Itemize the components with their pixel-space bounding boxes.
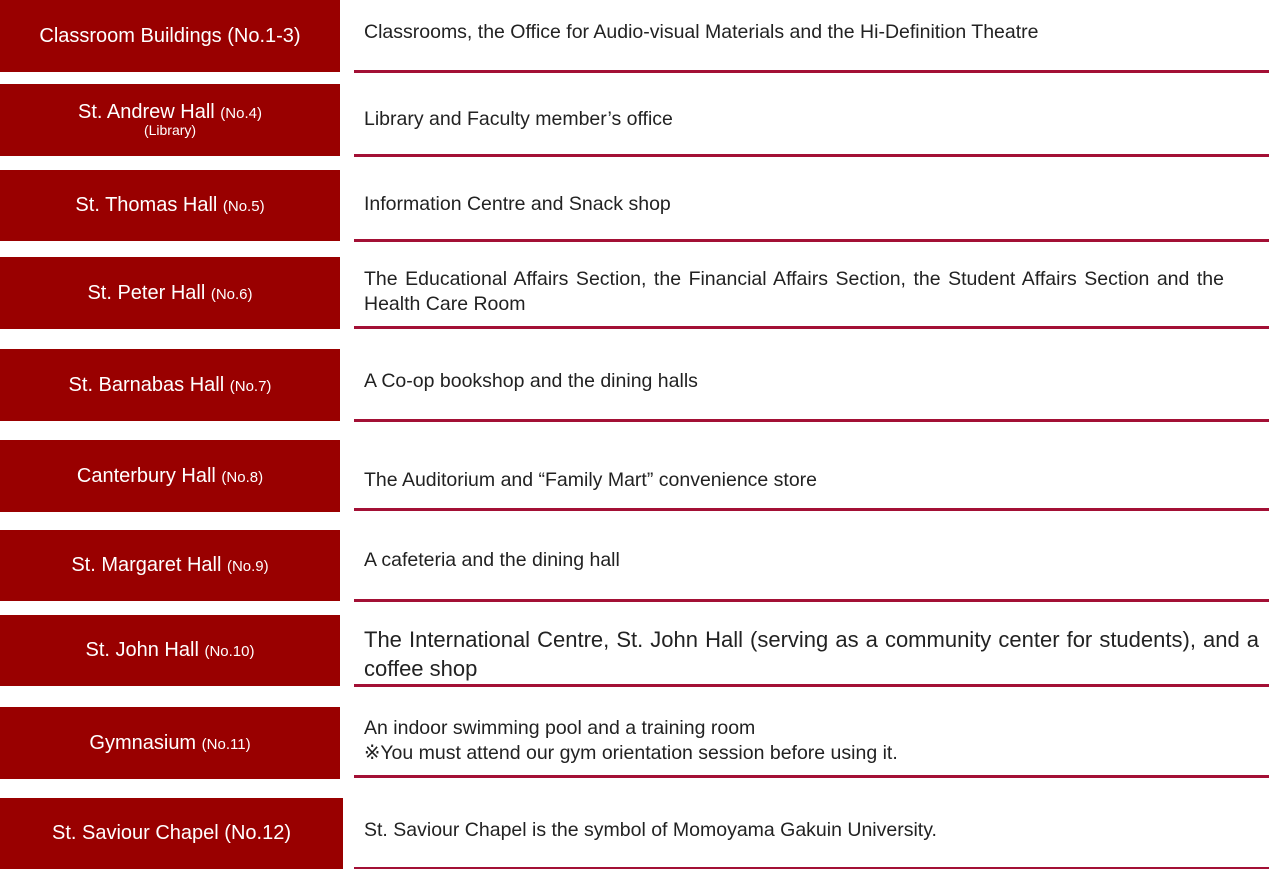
building-label	[0, 707, 340, 779]
building-number: (No.9)	[226, 558, 269, 575]
building-description	[364, 107, 1224, 132]
building-description	[364, 548, 1224, 573]
building-description	[364, 192, 1224, 217]
building-label	[0, 84, 340, 156]
building-description	[364, 625, 1259, 683]
row-divider	[354, 684, 1269, 687]
description-line: The International Centre, St. John Hall (serving as a community center for students), and a coffee shop	[364, 627, 1259, 681]
building-number: (No.11)	[201, 735, 251, 753]
row-divider	[354, 154, 1269, 157]
description-line: A cafeteria and the dining hall	[364, 549, 620, 571]
building-description	[364, 369, 1224, 394]
description-line: An indoor swimming pool and a training room	[364, 717, 756, 739]
row-divider	[354, 599, 1269, 602]
row-divider	[354, 419, 1269, 422]
building-label	[0, 0, 340, 72]
building-note: (Library)	[143, 122, 197, 139]
building-label	[0, 257, 340, 329]
row-divider	[354, 775, 1269, 778]
description-line: A Co-op bookshop and the dining halls	[364, 370, 698, 392]
building-description	[364, 20, 1224, 45]
building-name: St. Peter Hall (No.6)	[87, 281, 253, 304]
description-line: St. Saviour Chapel is the symbol of Momoyama Gakuin University.	[364, 819, 937, 841]
description-note-line: ※You must attend our gym orientation session before using it.	[364, 742, 898, 764]
building-number: (No.5)	[222, 198, 265, 215]
building-description	[364, 468, 1224, 493]
row-divider	[354, 239, 1269, 242]
description-line: Classrooms, the Office for Audio-visual Materials and the Hi-Definition Theatre	[364, 21, 1039, 43]
building-name: St. Andrew Hall (No.4)	[78, 101, 262, 124]
building-name: St. Margaret Hall (No.9)	[71, 554, 269, 576]
building-number: (No.8)	[221, 468, 264, 486]
building-name: St. John Hall (No.10)	[85, 639, 255, 661]
row-divider	[354, 508, 1269, 511]
building-number: (No.10)	[204, 643, 255, 660]
building-number: (No.7)	[229, 377, 272, 395]
building-name: St. Saviour Chapel (No.12)	[51, 822, 291, 844]
building-label	[0, 440, 340, 512]
description-line: Information Centre and Snack shop	[364, 193, 671, 215]
building-name: St. Thomas Hall (No.5)	[75, 194, 265, 216]
row-divider	[354, 70, 1269, 73]
building-description	[364, 267, 1224, 317]
building-number: (No.6)	[210, 285, 253, 303]
description-line: The Auditorium and “Family Mart” convenience store	[364, 469, 818, 491]
building-label	[0, 349, 340, 421]
building-name: Gymnasium (No.11)	[89, 731, 251, 754]
building-label	[0, 615, 340, 686]
building-name: Classroom Buildings (No.1-3)	[39, 24, 301, 47]
building-name: Canterbury Hall (No.8)	[76, 464, 264, 487]
building-description	[364, 818, 1224, 843]
building-label	[0, 530, 340, 601]
row-divider	[354, 326, 1269, 329]
description-line: The Educational Affairs Section, the Financial Affairs Section, the Student Affairs Section and the Health Care Room	[364, 268, 1224, 315]
building-name: St. Barnabas Hall (No.7)	[68, 373, 272, 396]
building-label	[0, 170, 340, 241]
building-label	[0, 798, 343, 869]
building-description	[364, 716, 1224, 766]
description-line: Library and Faculty member’s office	[364, 108, 673, 130]
building-number: (No.4)	[220, 105, 262, 123]
